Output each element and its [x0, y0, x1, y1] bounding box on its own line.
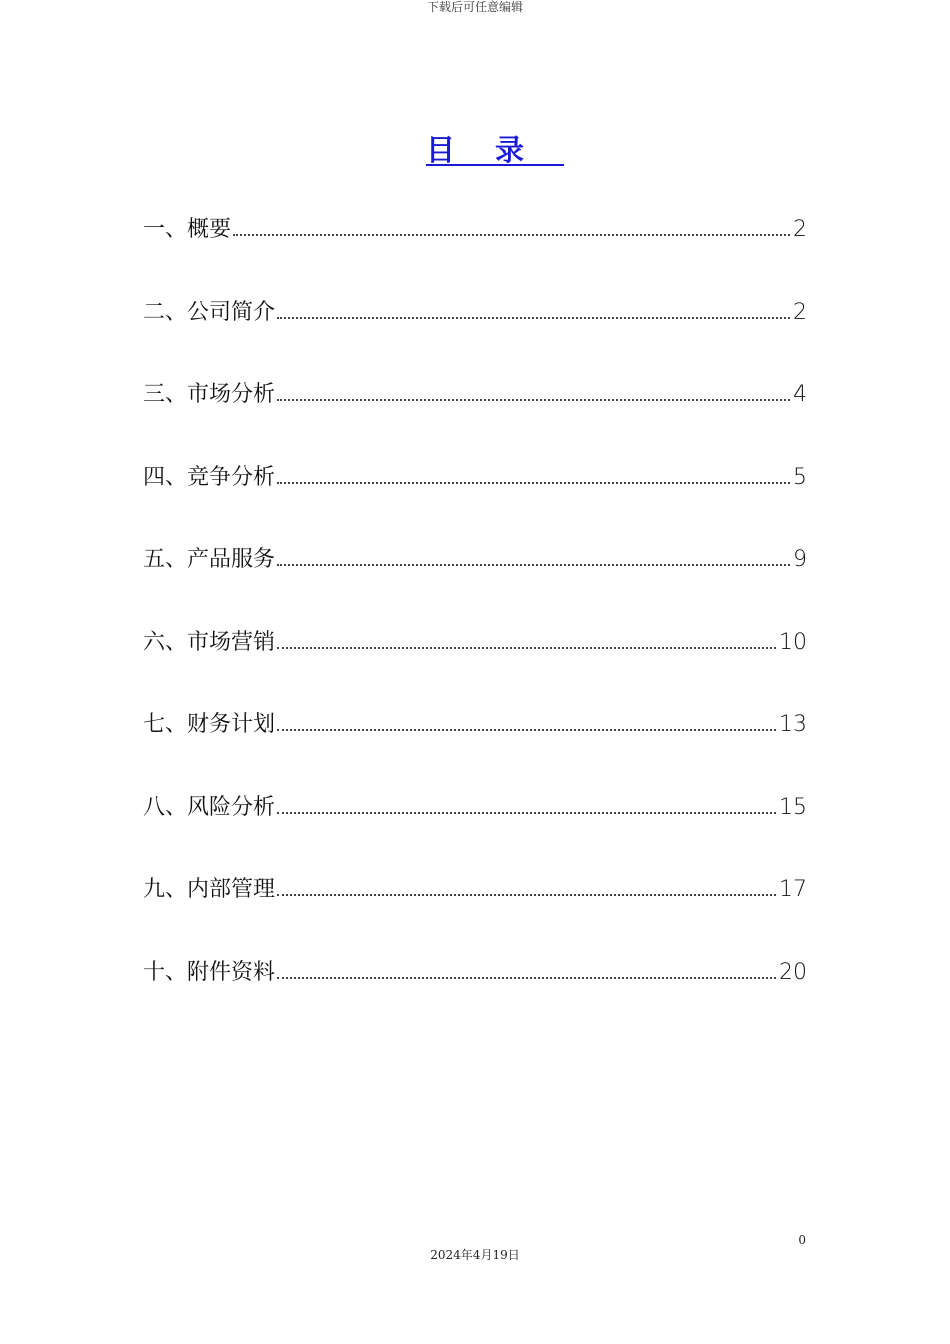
- toc-dot-leader: [277, 894, 776, 896]
- toc-dot-leader: [277, 399, 790, 401]
- toc-entry-page: 4: [793, 382, 807, 407]
- toc-entry-internal-management[interactable]: [143, 870, 807, 953]
- toc-entry-company-intro[interactable]: [143, 293, 807, 376]
- toc-entry-page: 2: [793, 217, 807, 242]
- toc-entry-page: 9: [793, 547, 807, 572]
- toc-entry-products-services[interactable]: [143, 540, 807, 623]
- toc-title-link[interactable]: 目录: [425, 133, 564, 167]
- toc-title: [0, 130, 950, 170]
- toc-entry-label: 一、概要: [143, 217, 232, 242]
- toc-entry-market-analysis[interactable]: [143, 375, 807, 458]
- toc-dot-leader: [277, 647, 776, 649]
- toc-dot-leader: [277, 729, 776, 731]
- toc-entry-page: 13: [779, 712, 807, 737]
- toc-entry-label: 四、竞争分析: [143, 464, 276, 490]
- toc-entry-risk-analysis[interactable]: [143, 788, 807, 871]
- page-number: 0: [798, 1233, 806, 1247]
- toc-entry-appendix[interactable]: [143, 953, 807, 1036]
- toc-entry-competition-analysis[interactable]: [143, 458, 807, 541]
- toc-entry-label: 十、附件资料: [143, 959, 276, 985]
- toc-entry-overview[interactable]: [143, 210, 807, 293]
- toc-entry-financial-plan[interactable]: [143, 705, 807, 788]
- toc-entry-page: 20: [779, 959, 807, 985]
- toc-dot-leader: [233, 234, 790, 236]
- toc-dot-leader: [277, 317, 790, 319]
- header-note: 下载后可任意编辑: [426, 0, 523, 14]
- toc-entry-label: 九、内部管理: [143, 877, 276, 902]
- toc-entry-label: 六、市场营销: [143, 629, 276, 655]
- toc-entry-page: 10: [779, 629, 807, 655]
- toc-dot-leader: [277, 564, 790, 566]
- toc-entry-label: 二、公司简介: [143, 299, 276, 325]
- footer-date: 2024年4月19日: [430, 1248, 520, 1262]
- toc-entry-label: 五、产品服务: [143, 547, 276, 572]
- toc-entry-label: 七、财务计划: [143, 712, 276, 737]
- toc-entry-page: 5: [793, 464, 807, 490]
- toc-entry-page: 15: [779, 794, 807, 820]
- toc-entry-page: 17: [779, 877, 807, 902]
- toc-entry-label: 八、风险分析: [143, 794, 276, 820]
- toc-dot-leader: [277, 812, 776, 814]
- toc-dot-leader: [277, 977, 776, 979]
- toc-entry-label: 三、市场分析: [143, 382, 276, 407]
- toc-entry-page: 2: [793, 299, 807, 325]
- toc-entry-marketing[interactable]: [143, 623, 807, 706]
- toc-dot-leader: [277, 482, 790, 484]
- toc-list: [143, 210, 807, 1035]
